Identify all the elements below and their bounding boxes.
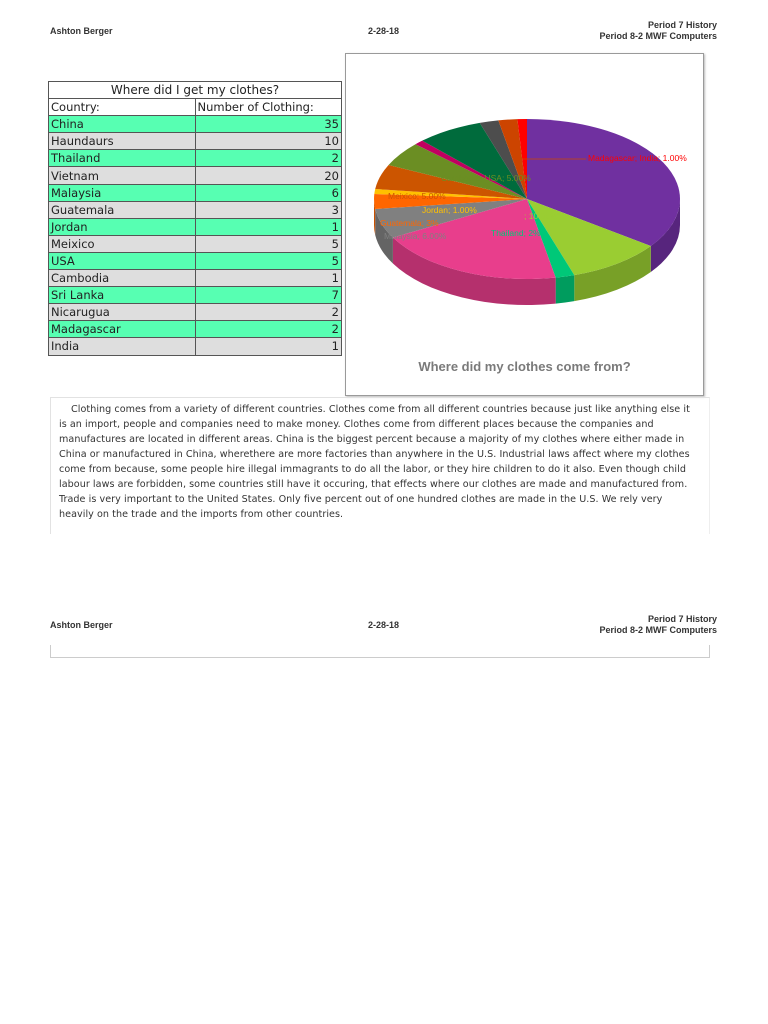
column-header-country: Country: [49,99,196,116]
essay-text: Clothing comes from a variety of different countries. Clothes come from all different countries because just like anything else it is an import, people and companies need to make money. Clothes come from different places because the companies and manufactures are located in different areas. China is the biggest percent because a majority of my clothes where either made in China or manufactured in China, wherethere are more factories than anywhere in the U.S. Industrial laws affect where my clothes come from because, some people hire illegal immagrants to do all the labor, or they hire children to do it also. Even though child labour laws are forbidden, some countries still have it occuring, that effects where our clothes are made and manufactured from. Trade is very important to the United States. Only five percent out of one hundred clothes are made in the U.S. We rely very heavily on the trade and the imports from other countries. [59,404,690,520]
table-row [49,150,342,167]
count-cell: 2 [195,150,342,167]
header-date-2: 2-28-18 [368,620,400,630]
empty-text-box [50,645,710,658]
count-cell: 5 [195,235,342,252]
count-cell: 35 [195,116,342,133]
country-cell: Jordan [49,218,196,235]
country-cell: Haundaurs [49,133,196,150]
count-cell: 7 [195,287,342,304]
period-line-1-2: Period 7 History [647,614,717,624]
pie-data-label: ; 10.00% [524,211,558,221]
country-cell: Sri Lanka [49,287,196,304]
page-header [0,20,768,50]
chart-title: Where did my clothes come from? [418,359,631,374]
count-cell: 5 [195,252,342,269]
pie-data-label: Jordan; 1.00% [422,205,477,215]
count-cell: 2 [195,321,342,338]
table-row [49,133,342,150]
country-cell: China [49,116,196,133]
header-periods-2 [599,614,717,636]
table-row [49,270,342,287]
count-cell: 10 [195,133,342,150]
country-cell: Vietnam [49,167,196,184]
table-row [49,201,342,218]
pie-data-label: Malaysia; 6.00% [384,231,447,241]
count-cell: 20 [195,167,342,184]
country-cell: Nicarugua [49,304,196,321]
country-cell: Thailand [49,150,196,167]
clothes-table [48,81,342,356]
pie-chart [345,53,704,396]
country-cell: USA [49,252,196,269]
page-header-2 [0,614,768,644]
author-name-2: Ashton Berger [50,620,113,630]
count-cell: 1 [195,270,342,287]
country-cell: Meixico [49,235,196,252]
count-cell: 6 [195,184,342,201]
pie-data-label: Cambodia; USA; 5.00% [441,173,531,183]
country-cell: Guatemala [49,201,196,218]
pie-data-label: Madagascar; India; 1.00% [588,153,687,163]
table-row [49,184,342,201]
country-cell: Cambodia [49,270,196,287]
header-periods [599,20,717,42]
pie-data-label: Thailand; 2% [491,228,541,238]
count-cell: 3 [195,201,342,218]
country-cell: India [49,338,196,355]
country-cell: Malaysia [49,184,196,201]
country-cell: Madagascar [49,321,196,338]
table-row [49,235,342,252]
essay-box [50,397,710,534]
table-row [49,321,342,338]
author-name: Ashton Berger [50,26,113,36]
period-line-2: Period 8-2 MWF Computers [599,31,717,41]
period-line-2-2: Period 8-2 MWF Computers [599,625,717,635]
count-cell: 2 [195,304,342,321]
table-row [49,304,342,321]
pie-chart-svg [346,54,703,354]
table-row [49,287,342,304]
period-line-1: Period 7 History [647,20,717,30]
pie-data-label: Guatemala; 3% [380,218,439,228]
header-date: 2-28-18 [368,26,400,36]
table-row [49,218,342,235]
count-cell: 1 [195,338,342,355]
table-row [49,167,342,184]
table-row [49,116,342,133]
pie-data-label: Meixico; 5.00% [388,191,446,201]
table-row [49,338,342,355]
table-row [49,252,342,269]
count-cell: 1 [195,218,342,235]
table-title: Where did I get my clothes? [49,82,342,99]
pie-side-thailand [556,275,575,303]
column-header-number: Number of Clothing: [195,99,342,116]
